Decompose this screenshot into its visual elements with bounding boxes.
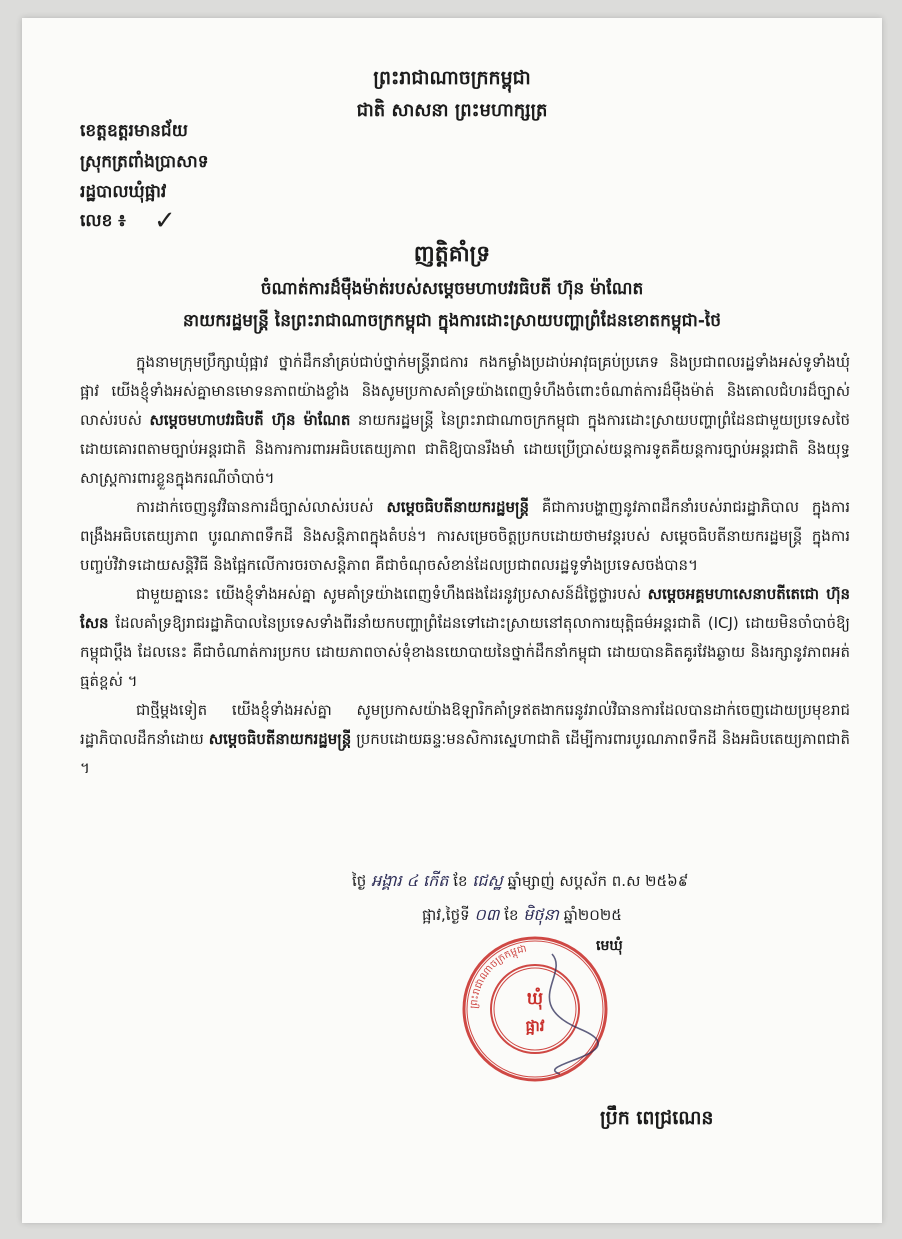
document-number-label: លេខ ៖ bbox=[80, 211, 126, 231]
handwritten-lunar-month: ជេស្ឋ bbox=[472, 871, 503, 890]
body-paragraph-3: ជាមួយគ្នានេះ យើងខ្ញុំទាំងអស់គ្នា សូមគាំទ្រយ៉ាងពេញទំហឹងផងដែរនូវប្រសាសន៍ដ៏ថ្លៃថ្លារបស់ សម្តេចអគ្គមហាសេនាបតីតេជោ ហ៊ុន សែន ដែលគាំទ្រឱ្យរាជរដ្ឋាភិបាលនៃប្រទេសទាំងពីរនាំយកបញ្ហាព្រំដែនទៅដោះស្រាយនៅតុលាការយុត្តិធម៌អន្តរជាតិ (ICJ) ដោយមិនចាំបាច់ឱ្យកម្ពុជាប្ដឹង ដែលនេះ គឺជាចំណាត់ការប្រកប ដោយភាពចាស់ទុំខាងនយោបាយនៃថ្នាក់ដឹកនាំកម្ពុជា ដោយបានគិតគូរវែងឆ្ងាយ និងរក្សានូវភាពអត់ធ្មត់ខ្ពស់ ។ bbox=[80, 585, 851, 690]
subject-line-1: ចំណាត់ការដ៏មុឺងម៉ាត់របស់សម្តេចមហាបវរធិបតី ហ៊ុន ម៉ាណែត bbox=[260, 279, 644, 299]
signatory-name: ប្រឹក ពេជ្រណេន bbox=[600, 1107, 714, 1129]
lunar-date-line: ថ្ងៃ អង្គារ ៤ កើត ខែ ជេស្ឋ ឆ្នាំម្សាញ់ សប្តស័ក ព.ស ២៥៦៩ bbox=[352, 871, 689, 890]
document-title: ញត្តិគាំទ្រ bbox=[413, 242, 491, 267]
svg-text:ព្រះរាជាណាចក្រកម្ពុជា bbox=[469, 944, 528, 1010]
handwritten-signature bbox=[549, 954, 598, 1074]
handwritten-lunar-day: អង្គារ ៤ កើត bbox=[371, 871, 449, 890]
commune-chief-label: មេឃុំ bbox=[596, 938, 623, 954]
address-district: ស្រុកត្រពាំងប្រាសាទ bbox=[80, 152, 209, 172]
subject-line-2: នាយករដ្ឋមន្ត្រី នៃព្រះរាជាណាចក្រកម្ពុជា ក្នុងការដោះស្រាយបញ្ហាព្រំដែនខេាតកម្ពុជា-ថៃ bbox=[182, 311, 722, 331]
address-province: ខេត្តឧត្តរមានជ័យ bbox=[80, 121, 188, 141]
document-page bbox=[22, 18, 882, 1223]
solar-date-line: ផ្អាវ,ថ្ងៃទី ០៣ ខែ មិថុនា ឆ្នាំ២០២៥ bbox=[422, 905, 622, 924]
seal-center-bottom: ផ្អាវ bbox=[525, 1017, 545, 1035]
body-paragraph-2: ការដាក់ចេញនូវវិធានការដ៏ច្បាស់លាស់របស់ សម្តេចធិបតីនាយករដ្ឋមន្ត្រី គឺជាការបង្ហាញនូវភាពដឹកនាំរបស់រាជរដ្ឋាភិបាល ក្នុងការពង្រឹងអធិបតេយ្យភាព បូរណភាពទឹកដី និងសន្តិភាពក្នុងតំបន់។ ការសម្រេចចិត្តប្រកបដោយថាមវន្តរបស់ សម្តេចធិបតីនាយករដ្ឋមន្ត្រី ក្នុងការបញ្ចប់វិវាទដោយសន្តិវិធី និងផ្អែកលើការចរចាសន្តិភាព គឺជាចំណុចសំខាន់ដែលប្រជាពលរដ្ឋទូទាំងប្រទេសចង់បាន។ bbox=[80, 498, 850, 574]
handwritten-solar-day: ០៣ bbox=[474, 905, 500, 924]
seal-ring-text: ព្រះរាជាណាចក្រកម្ពុជា bbox=[468, 943, 528, 1010]
kingdom-heading: ព្រះរាជាណាចក្រកម្ពុជា bbox=[373, 67, 531, 89]
motto-heading: ជាតិ សាសនា ព្រះមហាក្សត្រ bbox=[356, 100, 548, 121]
body-paragraph-4: ជាថ្មីម្តងទៀត យើងខ្ញុំទាំងអស់គ្នា សូមប្រកាសយ៉ាងឱឡារិកគាំទ្រឥតងាករេនូវរាល់វិធានការដែលបានដាក់ចេញដោយប្រមុខរាជរដ្ឋាភិបាលដឹកនាំដោយ សម្តេចធិបតីនាយករដ្ឋមន្ត្រី ប្រកបដោយឆន្ទៈមនសិការស្នេហាជាតិ ដើម្បីការពារបូរណភាពទឹកដី និងអធិបតេយ្យភាពជាតិ ។ bbox=[80, 701, 850, 777]
handwritten-solar-month: មិថុនា bbox=[523, 905, 559, 924]
seal-center-top: ឃុំ bbox=[526, 989, 544, 1009]
commune-seal-stamp bbox=[460, 934, 610, 1084]
handwritten-check-icon: ✓ bbox=[154, 206, 176, 236]
address-commune: រដ្ឋបាលឃុំផ្អាវ bbox=[80, 182, 167, 202]
document-body bbox=[80, 348, 850, 783]
body-paragraph-1: ក្នុងនាមក្រុមប្រឹក្សាឃុំផ្អាវ ថ្នាក់ដឹកនាំគ្រប់ជាប់ថ្នាក់មន្ត្រីរាជការ កងកម្លាំងប្រដាប់អាវុធគ្រប់ប្រភេទ និងប្រជាពលរដ្ឋទាំងអស់ទូទាំងឃុំផ្អាវ យើងខ្ញុំទាំងអស់គ្នាមានមោទនភាពយ៉ាងខ្លាំង និងសូមប្រកាសគាំទ្រយ៉ាងពេញទំហឹងចំពោះចំណាត់ការដ៏មុឺងម៉ាត់ និងគោលជំហរដ៏ច្បាស់លាស់របស់ សម្តេចមហាបវរធិបតី ហ៊ុន ម៉ាណែត នាយករដ្ឋមន្ត្រី នៃព្រះរាជាណាចក្រកម្ពុជា ក្នុងការដោះស្រាយបញ្ហាព្រំដែនជាមួយប្រទេសថៃ ដោយគោរពតាមច្បាប់អន្តរជាតិ និងការការពារអធិបតេយ្យភាព ជាតិឱ្យបានរឹងមាំ ដោយប្រើប្រាស់យន្តការទូតគឺយន្តការច្បាប់អន្តរជាតិ និងយុទ្ធសាស្ត្រការពារខ្លួនក្នុងករណីចាំបាច់។ bbox=[80, 353, 850, 487]
